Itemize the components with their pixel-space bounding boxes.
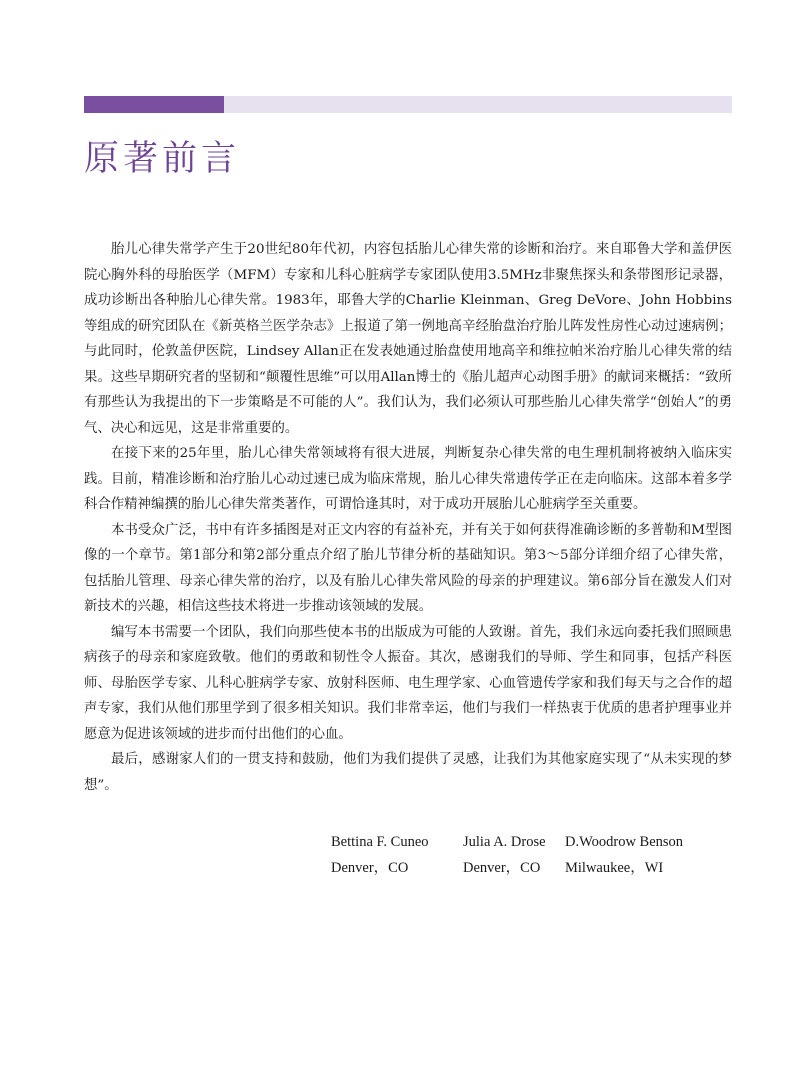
header-decoration-bar xyxy=(84,96,732,113)
preface-body xyxy=(84,237,732,798)
author-location: Denver，CO xyxy=(463,860,541,876)
header-bar-light xyxy=(224,96,732,113)
paragraph-2: 在接下来的25年里，胎儿心律失常领域将有很大进展，判断复杂心律失常的电生理机制将被纳入临床实践。目前，精准诊断和治疗胎儿心动过速已成为临床常规，胎儿心律失常遗传学正在走向临床。这部本着多学科合作精神编撰的胎儿心律失常类著作，可谓恰逢其时，对于成功开展胎儿心脏病学至关重要。 xyxy=(84,446,732,512)
paragraph-4: 编写本书需要一个团队，我们向那些使本书的出版成为可能的人致谢。首先，我们永远向委托我们照顾患病孩子的母亲和家庭致敬。他们的勇敢和韧性令人振奋。其次，感谢我们的导师、学生和同事，包括产科医师、母胎医学专家、儿科心脏病学专家、放射科医师、电生理学家、心血管遗传学家和我们每天与之合作的超声专家，我们从他们那里学到了很多相关知识。我们非常幸运，他们与我们一样热衷于优质的患者护理事业并愿意为促进该领域的进步而付出他们的心血。 xyxy=(84,624,732,742)
header-bar-accent xyxy=(84,96,224,113)
paragraph-1: 胎儿心律失常学产生于20世纪80年代初，内容包括胎儿心律失常的诊断和治疗。来自耶鲁大学和盖伊医院心胸外科的母胎医学（MFM）专家和儿科心脏病学专家团队使用3.5MHz非聚焦探头和条带图形记录器，成功诊断出各种胎儿心律失常。1983年，耶鲁大学的Charlie Kleinman、Greg DeVore、John Hobbins等组成的研究团队在《新英格兰医学杂志》上报道了第一例地高辛经胎盘治疗胎儿阵发性房性心动过速病例；与此同时，伦敦盖伊医院，Lindsey Allan正在发表她通过胎盘使用地高辛和维拉帕米治疗胎儿心律失常的结果。这些早期研究者的坚韧和“颠覆性思维”可以用Allan博士的《胎儿超声心动图手册》的献词来概括：“致所有那些认为我提出的下一步策略是不可能的人”。我们认为，我们必须认可那些胎儿心律失常学“创始人”的勇气、决心和远见，这是非常重要的。 xyxy=(84,242,732,436)
paragraph-3: 本书受众广泛，书中有许多插图是对正文内容的有益补充，并有关于如何获得准确诊断的多普勒和M型图像的一个章节。第1部分和第2部分重点介绍了胎儿节律分析的基础知识。第3～5部分详细介绍了心律失常，包括胎儿管理、母亲心律失常的治疗，以及有胎儿心律失常风险的母亲的护理建议。第6部分旨在激发人们对新技术的兴趣，相信这些技术将进一步推动该领域的发展。 xyxy=(84,522,732,614)
author-location: Milwaukee，WI xyxy=(565,860,664,876)
author-locations-row xyxy=(331,855,683,881)
author-name: D.Woodrow Benson xyxy=(565,834,684,850)
author-signatures xyxy=(331,829,683,881)
author-name: Julia A. Drose xyxy=(463,834,546,850)
page-title: 原著前言 xyxy=(84,139,241,179)
author-names-row xyxy=(331,829,683,855)
author-name: Bettina F. Cuneo xyxy=(331,834,429,850)
author-location: Denver，CO xyxy=(331,860,409,876)
paragraph-5: 最后，感谢家人们的一贯支持和鼓励，他们为我们提供了灵感，让我们为其他家庭实现了“从未实现的梦想”。 xyxy=(84,752,732,793)
